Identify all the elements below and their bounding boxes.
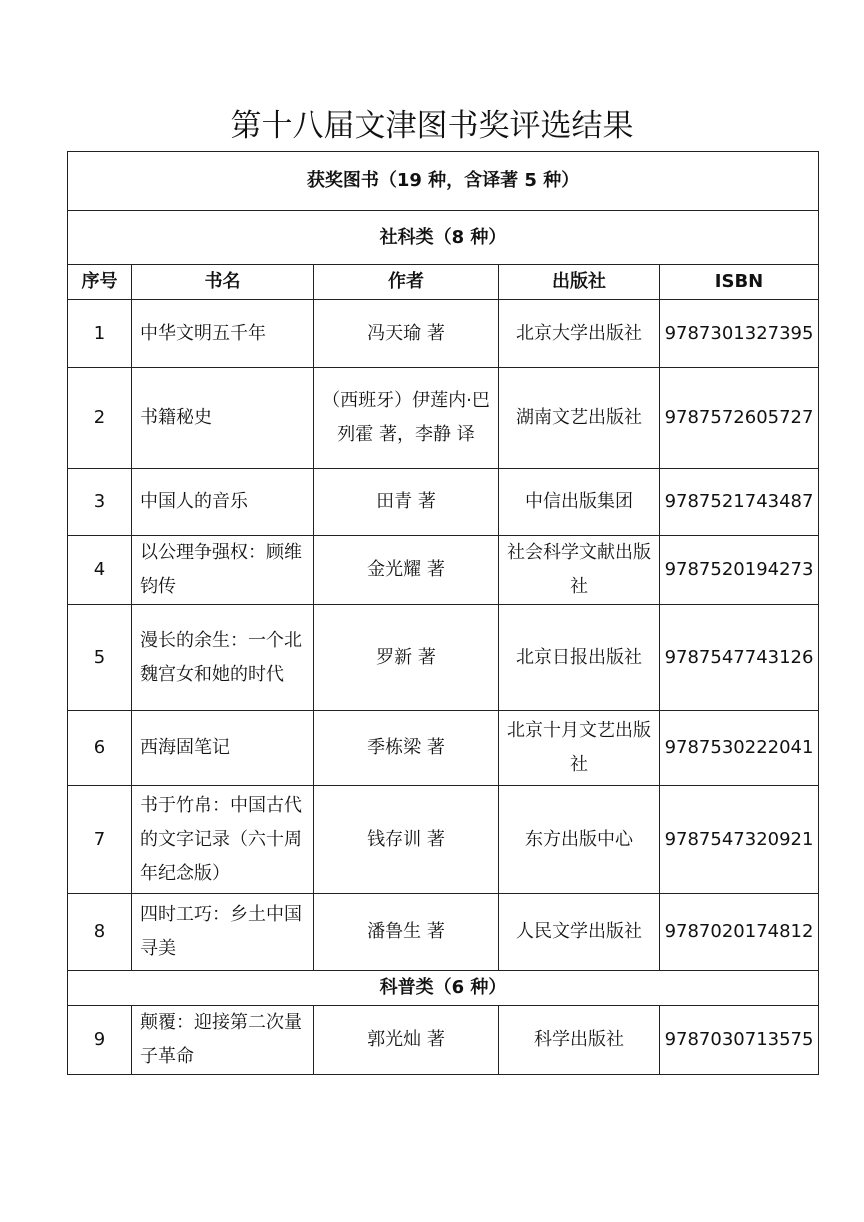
book-isbn: 9787521743487 bbox=[660, 469, 819, 536]
book-author: 郭光灿 著 bbox=[314, 1006, 499, 1075]
table-row bbox=[68, 300, 819, 368]
row-number: 8 bbox=[68, 894, 132, 971]
document-title: 第十八届文津图书奖评选结果 bbox=[230, 108, 634, 144]
book-author: 冯天瑜 著 bbox=[314, 300, 499, 368]
book-title: 中华文明五千年 bbox=[132, 300, 314, 368]
book-title: 颠覆：迎接第二次量子革命 bbox=[132, 1006, 314, 1075]
section-row bbox=[68, 971, 819, 1006]
award-results-table bbox=[67, 151, 819, 1075]
book-author: 季栋梁 著 bbox=[314, 711, 499, 786]
book-title: 中国人的音乐 bbox=[132, 469, 314, 536]
book-author: 潘鲁生 著 bbox=[314, 894, 499, 971]
table-row bbox=[68, 605, 819, 711]
section-label: 社科类（8 种） bbox=[68, 211, 819, 265]
table-row bbox=[68, 711, 819, 786]
book-publisher: 北京日报出版社 bbox=[499, 605, 660, 711]
book-isbn: 9787572605727 bbox=[660, 368, 819, 469]
book-isbn: 9787030713575 bbox=[660, 1006, 819, 1075]
book-publisher: 科学出版社 bbox=[499, 1006, 660, 1075]
book-publisher: 社会科学文献出版社 bbox=[499, 536, 660, 605]
book-publisher: 北京大学出版社 bbox=[499, 300, 660, 368]
row-number: 2 bbox=[68, 368, 132, 469]
column-header-title: 书名 bbox=[132, 265, 314, 300]
table-row bbox=[68, 469, 819, 536]
book-author: 罗新 著 bbox=[314, 605, 499, 711]
book-isbn: 9787020174812 bbox=[660, 894, 819, 971]
column-header-row bbox=[68, 265, 819, 300]
table-row bbox=[68, 1006, 819, 1075]
book-title: 西海固笔记 bbox=[132, 711, 314, 786]
table-row bbox=[68, 536, 819, 605]
book-author: 钱存训 著 bbox=[314, 786, 499, 894]
book-title: 书籍秘史 bbox=[132, 368, 314, 469]
book-author: 金光耀 著 bbox=[314, 536, 499, 605]
column-header-isbn: ISBN bbox=[660, 265, 819, 300]
row-number: 7 bbox=[68, 786, 132, 894]
book-isbn: 9787547743126 bbox=[660, 605, 819, 711]
row-number: 4 bbox=[68, 536, 132, 605]
table-row bbox=[68, 894, 819, 971]
book-author: （西班牙）伊莲内·巴列霍 著，李静 译 bbox=[314, 368, 499, 469]
book-isbn: 9787530222041 bbox=[660, 711, 819, 786]
book-isbn: 9787301327395 bbox=[660, 300, 819, 368]
section-row bbox=[68, 211, 819, 265]
book-publisher: 人民文学出版社 bbox=[499, 894, 660, 971]
book-title: 漫长的余生：一个北魏宫女和她的时代 bbox=[132, 605, 314, 711]
row-number: 6 bbox=[68, 711, 132, 786]
book-publisher: 中信出版集团 bbox=[499, 469, 660, 536]
row-number: 5 bbox=[68, 605, 132, 711]
book-isbn: 9787547320921 bbox=[660, 786, 819, 894]
book-publisher: 东方出版中心 bbox=[499, 786, 660, 894]
book-title: 书于竹帛：中国古代的文字记录（六十周年纪念版） bbox=[132, 786, 314, 894]
column-header-author: 作者 bbox=[314, 265, 499, 300]
award-heading-row bbox=[68, 152, 819, 211]
column-header-no: 序号 bbox=[68, 265, 132, 300]
row-number: 3 bbox=[68, 469, 132, 536]
book-author: 田青 著 bbox=[314, 469, 499, 536]
book-publisher: 北京十月文艺出版社 bbox=[499, 711, 660, 786]
row-number: 1 bbox=[68, 300, 132, 368]
award-heading: 获奖图书（19 种，含译著 5 种） bbox=[68, 152, 819, 211]
book-title: 四时工巧：乡土中国寻美 bbox=[132, 894, 314, 971]
table-row bbox=[68, 368, 819, 469]
book-isbn: 9787520194273 bbox=[660, 536, 819, 605]
book-publisher: 湖南文艺出版社 bbox=[499, 368, 660, 469]
book-title: 以公理争强权：顾维钧传 bbox=[132, 536, 314, 605]
section-label: 科普类（6 种） bbox=[68, 971, 819, 1006]
table-row bbox=[68, 786, 819, 894]
column-header-publisher: 出版社 bbox=[499, 265, 660, 300]
row-number: 9 bbox=[68, 1006, 132, 1075]
